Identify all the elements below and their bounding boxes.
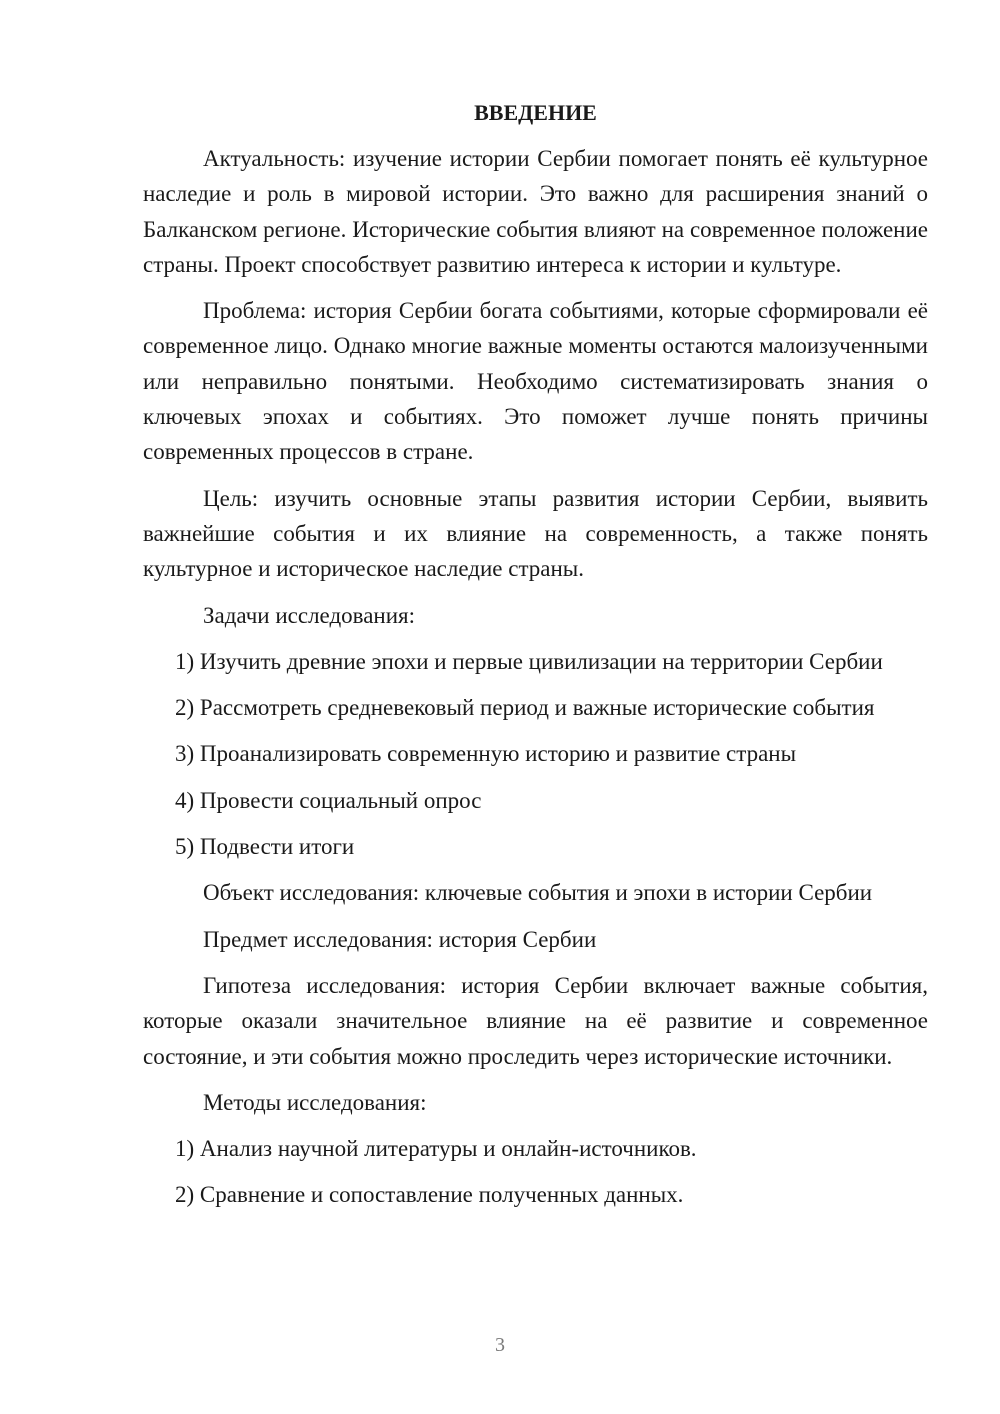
method-item: 2) Сравнение и сопоставление полученных данных. [175,1182,684,1208]
task-item: 3) Проанализировать современную историю и развитие страны [175,741,797,767]
tasks-heading: Задачи исследования: [203,602,416,628]
research-subject: Предмет исследования: история Сербии [203,926,597,952]
problem-paragraph: Проблема: история Сербии богата событиями, которые сформировали её современное лицо. Однако многие важные моменты остаются малоизученными или неправильно понятыми. Необходимо систематизировать знания о ключевых эпохах и событиях. Это поможет лучше понять причины современных процессов в стране. [143,298,928,465]
goal-paragraph: Цель: изучить основные этапы развития истории Сербии, выявить важнейшие события и их влияние на современность, а также понять культурное и историческое наследие страны. [143,485,928,582]
page-number: 3 [495,1334,505,1356]
task-item: 1) Изучить древние эпохи и первые цивилизации на территории Сербии [175,648,883,674]
section-title: ВВЕДЕНИЕ [474,100,597,125]
research-object: Объект исследования: ключевые события и эпохи в истории Сербии [203,880,873,906]
method-item: 1) Анализ научной литературы и онлайн-источников. [175,1136,697,1162]
task-item: 5) Подвести итоги [175,834,355,860]
task-item: 2) Рассмотреть средневековый период и важные исторические события [175,695,875,721]
methods-heading: Методы исследования: [203,1089,427,1115]
page-content [143,95,928,1213]
task-item: 4) Провести социальный опрос [175,787,482,813]
relevance-paragraph: Актуальность: изучение истории Сербии помогает понять её культурное наследие и роль в мировой истории. Это важно для расширения знаний о Балканском регионе. Исторические события влияют на современное положение страны. Проект способствует развитию интереса к истории и культуре. [143,146,928,277]
research-hypothesis: Гипотеза исследования: история Сербии включает важные события, которые оказали значительное влияние на её развитие и современное состояние, и эти события можно проследить через исторические источники. [143,972,928,1069]
